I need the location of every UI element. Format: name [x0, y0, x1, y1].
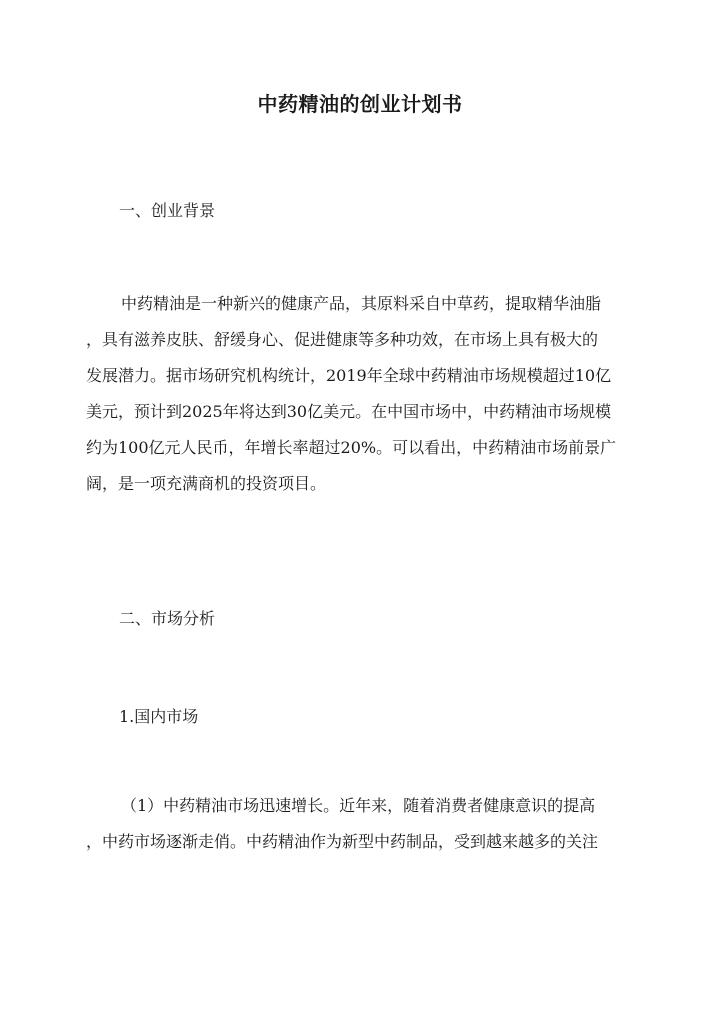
domestic-market-paragraph: [86, 788, 636, 860]
document-title: 中药精油的创业计划书: [257, 92, 463, 116]
paragraph-line: ，中药市场逐渐走俏。中药精油作为新型中药制品，受到越来越多的关注: [86, 832, 599, 851]
background-paragraph: [86, 286, 636, 502]
subsection-heading-domestic-market: 1.国内市场: [119, 707, 199, 726]
paragraph-line: 约为100亿元人民币，年增长率超过20%。可以看出，中药精油市场前景广: [86, 438, 617, 457]
section-heading-background: 一、创业背景: [119, 201, 216, 220]
section-heading-market-analysis: 二、市场分析: [119, 609, 216, 628]
paragraph-line: 美元，预计到2025年将达到30亿美元。在中国市场中，中药精油市场规模: [86, 402, 612, 421]
paragraph-line: ，具有滋养皮肤、舒缓身心、促进健康等多种功效，在市场上具有极大的: [86, 330, 599, 349]
paragraph-line: 中药精油是一种新兴的健康产品，其原料采自中草药，提取精华油脂: [121, 294, 602, 313]
paragraph-line: 阔，是一项充满商机的投资项目。: [86, 474, 327, 493]
paragraph-line: 发展潜力。据市场研究机构统计，2019年全球中药精油市场规模超过10亿: [86, 366, 612, 385]
paragraph-line: （1）中药精油市场迅速增长。近年来，随着消费者健康意识的提高: [121, 796, 596, 815]
